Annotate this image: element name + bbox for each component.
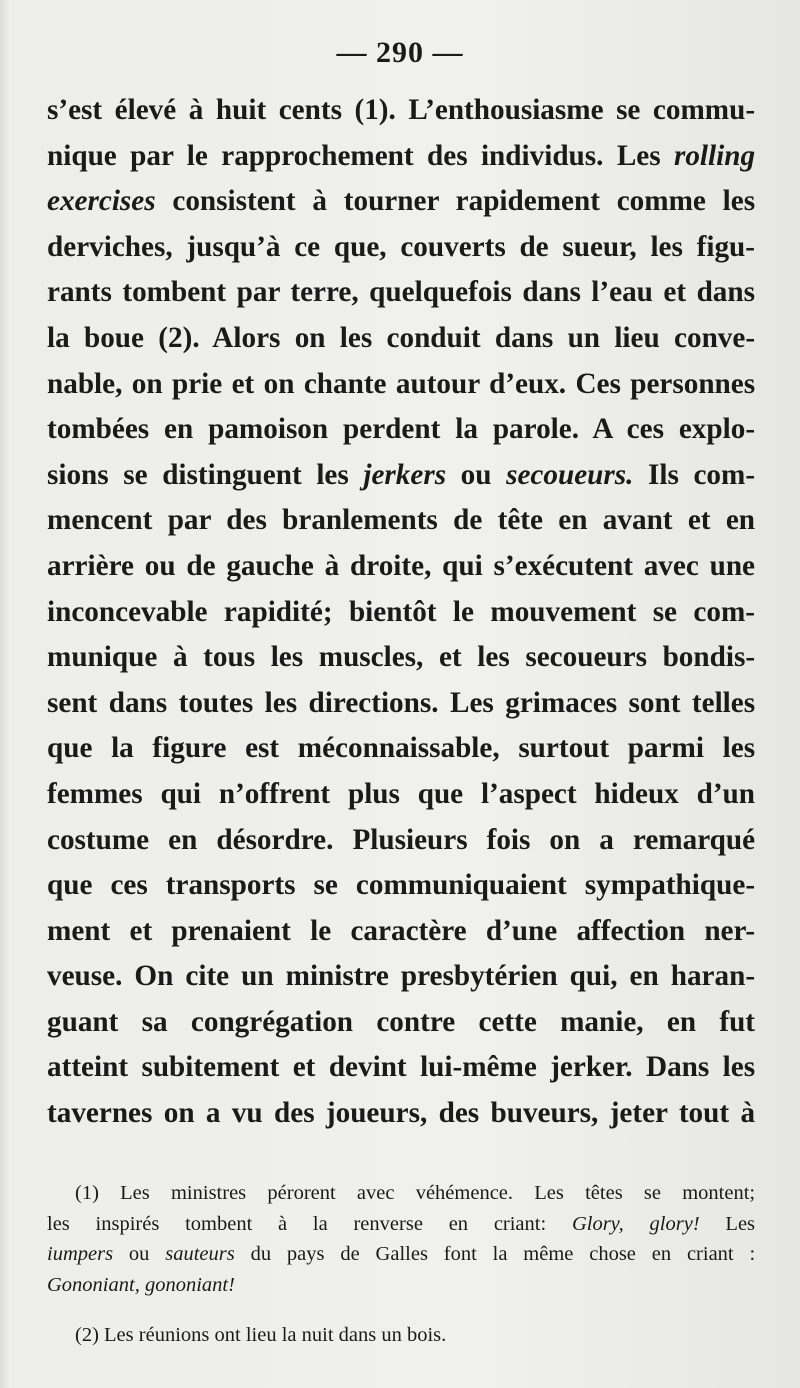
text-line: mencent par des branlements de tête en avant et en (47, 504, 755, 537)
text-line: sions se distinguent les jerkers ou secoueurs. Ils com- (47, 458, 755, 491)
text-line: tombées en pamoison perdent la parole. A ces explo- (47, 413, 755, 446)
footnote-1-line: Gononiant, gononiant! (47, 1273, 235, 1296)
text-line: exercises consistent à tourner rapidement comme les (47, 185, 755, 218)
text-line: nable, on prie et on chante autour d’eux. Ces personnes (47, 367, 755, 400)
text-line: ment et prenaient le caractère d’une affection ner- (47, 914, 755, 947)
text-line: nique par le rapprochement des individus. Les rolling (47, 139, 755, 172)
text-line: la boue (2). Alors on les conduit dans un lieu conve- (47, 321, 755, 354)
text-line: derviches, jusqu’à ce que, couverts de sueur, les figu- (47, 230, 755, 263)
footnote-1-line: iumpers ou sauteurs du pays de Galles font la même chose en criant : (47, 1243, 755, 1265)
text-line: arrière ou de gauche à droite, qui s’exécutent avec une (47, 549, 755, 582)
text-line: tavernes on a vu des joueurs, des buveurs, jeter tout à (47, 1097, 755, 1130)
footnote-2-line: (2) Les réunions ont lieu la nuit dans un bois. (75, 1324, 447, 1346)
text-line: guant sa congrégation contre cette manie, en fut (47, 1005, 755, 1038)
text-line: que ces transports se communiquaient sympathique- (47, 869, 755, 902)
text-line: sent dans toutes les directions. Les grimaces sont telles (47, 686, 755, 719)
text-line: rants tombent par terre, quelquefois dans l’eau et dans (47, 276, 755, 309)
body-text (47, 88, 755, 1137)
text-line: veuse. On cite un ministre presbytérien qui, en haran- (47, 960, 755, 993)
page-number: — 290 — (336, 36, 464, 69)
text-line: s’est élevé à huit cents (1). L’enthousiasme se commu- (47, 94, 755, 126)
footnote-gap (47, 1300, 755, 1320)
footnotes (47, 1178, 755, 1351)
text-line: munique à tous les muscles, et les secoueurs bondis- (47, 641, 755, 674)
text-line: femmes qui n’offrent plus que l’aspect hideux d’un (47, 777, 755, 810)
text-line: inconcevable rapidité; bientôt le mouvement se com- (47, 595, 755, 628)
footnote-1-line: (1) Les ministres pérorent avec véhémence. Les têtes se montent; (75, 1182, 755, 1204)
text-line: costume en désordre. Plusieurs fois on a remarqué (47, 823, 755, 856)
text-line: atteint subitement et devint lui-même jerker. Dans les (47, 1051, 755, 1084)
footnote-1-line: les inspirés tombent à la renverse en criant: Glory, glory! Les (47, 1212, 755, 1235)
text-line: que la figure est méconnaissable, surtout parmi les (47, 732, 755, 765)
